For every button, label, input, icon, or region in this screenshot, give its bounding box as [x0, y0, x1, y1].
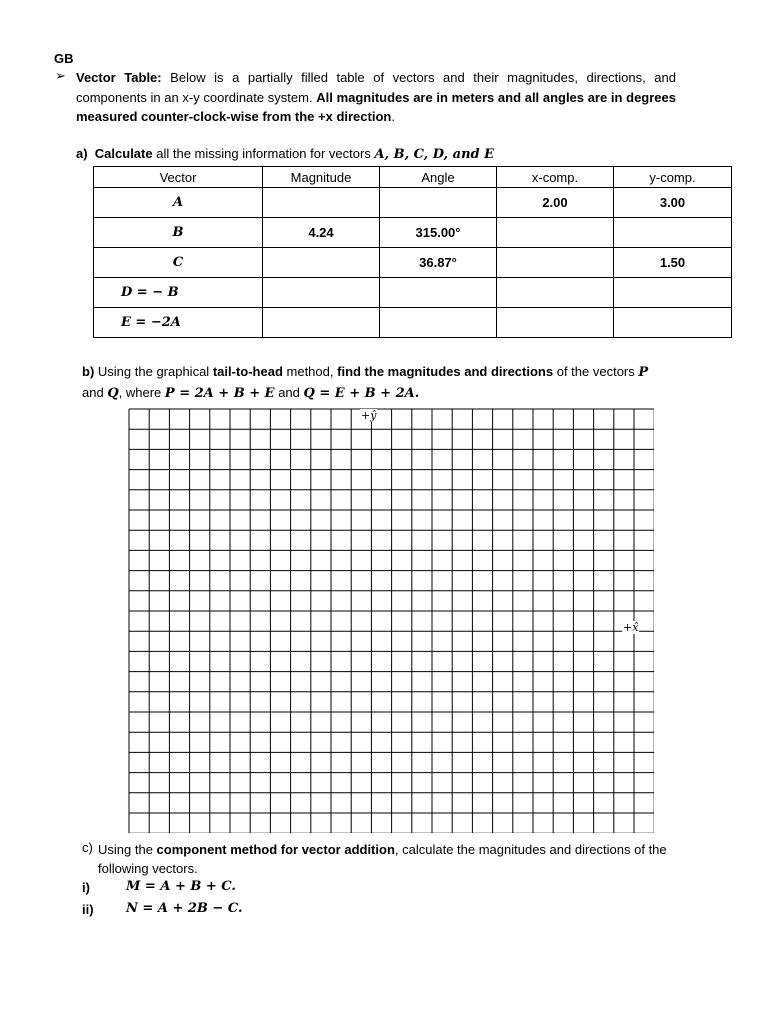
x-axis-label: +x̂ — [623, 621, 639, 634]
cell-ycomp — [614, 308, 732, 338]
part-c-b1: component method for vector addition — [156, 842, 395, 857]
cell-magnitude — [263, 248, 380, 278]
part-b-line-2 — [82, 385, 682, 401]
part-a-label: a) — [76, 146, 88, 161]
part-a-verb: Calculate — [94, 146, 153, 161]
intro-end: . — [391, 109, 395, 124]
part-b-eq-q: Q = E + B + 2A. — [303, 386, 420, 401]
part-c-t2: , calculate the magnitudes and directions of — [394, 842, 645, 857]
cell-vector: C — [94, 248, 263, 278]
cell-xcomp — [497, 218, 614, 248]
table-row — [94, 248, 732, 278]
table-row — [94, 218, 732, 248]
table-row — [94, 188, 732, 218]
part-c-item-2-eq: N = A + 2B − C. — [126, 901, 243, 916]
cell-magnitude — [263, 308, 380, 338]
th-vector: Vector — [94, 167, 263, 188]
part-b-and: and — [82, 385, 104, 400]
intro-bold-3: degrees measured counter-clock-wise from the +x direction — [76, 89, 676, 124]
intro-text-1: Below is a partially filled table of vectors and their magnitudes, directions, and — [170, 70, 676, 85]
intro-paragraph — [76, 68, 676, 127]
part-c-label: c) — [82, 840, 93, 855]
th-ycomp: y-comp. — [614, 167, 732, 188]
intro-bold-2: All magnitudes are in meters and all angles are in — [316, 89, 623, 105]
th-angle: Angle — [380, 167, 497, 188]
part-c-t3: the following vectors. — [98, 842, 667, 876]
part-c-item-1-label: i) — [82, 880, 90, 895]
part-b-t2: method, — [286, 364, 334, 379]
table-row — [94, 308, 732, 338]
part-b-label: b) — [82, 364, 95, 379]
cell-magnitude: 4.24 — [263, 218, 380, 248]
part-c-item-1-eq: M = A + B + C. — [126, 879, 236, 894]
graph-grid — [128, 408, 654, 833]
part-b-b2: find the magnitudes and directions — [337, 364, 554, 379]
part-b-where: , where — [118, 385, 162, 400]
cell-angle: 36.87° — [380, 248, 497, 278]
cell-ycomp — [614, 218, 732, 248]
cell-xcomp — [497, 248, 614, 278]
part-b-and-2: and — [278, 385, 300, 400]
y-axis-label: +ŷ — [361, 409, 377, 422]
cell-magnitude — [263, 278, 380, 308]
cell-ycomp: 3.00 — [614, 188, 732, 218]
part-b-vector-q: Q — [107, 386, 119, 401]
table-header-row — [94, 167, 732, 188]
part-a-vectors: A, B, C, D, and E — [374, 147, 495, 162]
part-b-t1: Using the graphical — [97, 364, 210, 379]
cell-angle — [380, 278, 497, 308]
intro-title: Vector Table: — [76, 70, 162, 85]
cell-xcomp — [497, 308, 614, 338]
cell-angle — [380, 188, 497, 218]
part-b-b1: tail-to-head — [212, 364, 283, 379]
cell-ycomp: 1.50 — [614, 248, 732, 278]
table-row — [94, 278, 732, 308]
header-label: GB — [54, 51, 74, 66]
cell-vector: D = − B — [94, 278, 263, 308]
cell-magnitude — [263, 188, 380, 218]
cell-vector: A — [94, 188, 263, 218]
part-c-text — [98, 840, 688, 878]
cell-vector: E = −2A — [94, 308, 263, 338]
cell-angle — [380, 308, 497, 338]
vector-table — [93, 166, 732, 338]
part-b-line-1 — [82, 364, 682, 380]
part-a-line — [76, 146, 494, 162]
part-b-vector-p: P — [638, 365, 649, 380]
cell-vector: B — [94, 218, 263, 248]
part-c-t1: Using the — [98, 842, 153, 857]
part-b-t3: of the vectors — [556, 364, 635, 379]
part-b-eq-p: P = 2A + B + E — [164, 386, 275, 401]
th-xcomp: x-comp. — [497, 167, 614, 188]
th-magnitude: Magnitude — [263, 167, 380, 188]
part-c-item-2-label: ii) — [82, 902, 94, 917]
cell-angle: 315.00° — [380, 218, 497, 248]
cell-ycomp — [614, 278, 732, 308]
cell-xcomp: 2.00 — [497, 188, 614, 218]
intro-text-2: components in an x-y coordinate system. — [76, 89, 313, 105]
part-a-text: all the missing information for vectors — [156, 146, 371, 161]
cell-xcomp — [497, 278, 614, 308]
bullet-arrow: ➢ — [55, 68, 66, 83]
